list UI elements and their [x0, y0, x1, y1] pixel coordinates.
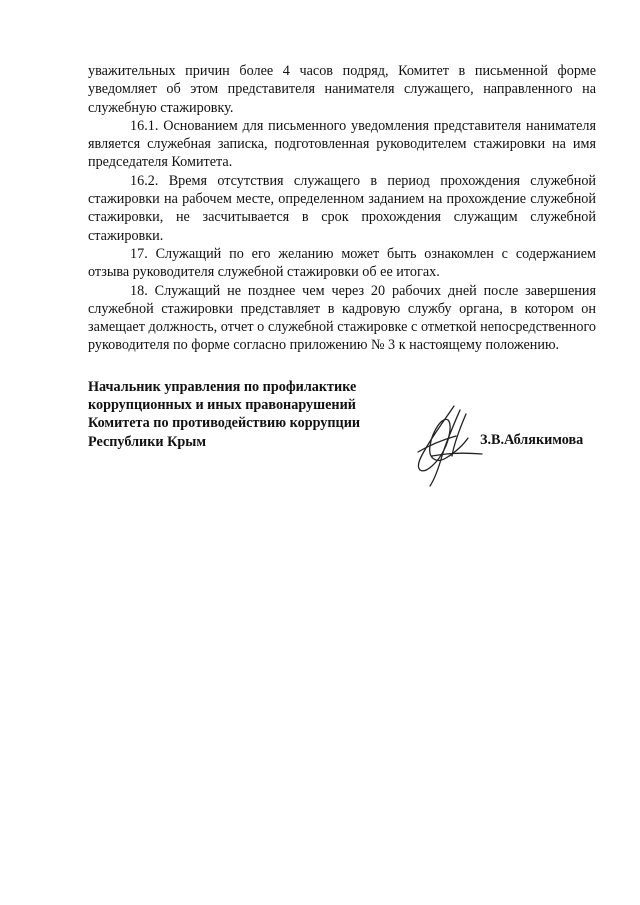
position-line: Комитета по противодействию коррупции: [88, 415, 361, 432]
paragraph-continuation: уважительных причин более 4 часов подряд, Комитет в письменной форме уведомляет об этом представителя нанимателя служащего, направленного на служебную стажировку.: [88, 63, 596, 116]
handwritten-signature: [408, 400, 488, 490]
paragraph-16-2: 16.2. Время отсутствия служащего в период прохождения служебной стажировки на рабочем месте, определенном заданием на прохождение служебной стажировки, не засчитывается в срок прохождения служащим служебной стажировки.: [88, 172, 596, 244]
paragraph-17: 17. Служащий по его желанию может быть ознакомлен с содержанием отзыва руководителя служебной стажировки об ее итогах.: [88, 245, 596, 281]
paragraph-18: 18. Служащий не позднее чем через 20 рабочих дней после завершения служебной стажировки представляет в кадровую службу органа, в котором он замещает должность, отчет о служебной стажировке с отметкой непосредственного руководителя по форме согласно приложению № 3 к настоящему положению.: [88, 282, 596, 354]
document-body: [88, 62, 596, 355]
signer-name: З.В.Аблякимова: [480, 432, 584, 448]
position-line: Начальник управления по профилактике: [88, 379, 357, 395]
position-line: Республики Крым: [88, 433, 207, 450]
position-line: коррупционных и иных правонарушений: [88, 397, 356, 414]
signatory-position: [88, 378, 398, 451]
paragraph-16-1: 16.1. Основанием для письменного уведомления представителя нанимателя является служебная записка, подготовленная руководителем стажировки на имя председателя Комитета.: [88, 117, 596, 171]
